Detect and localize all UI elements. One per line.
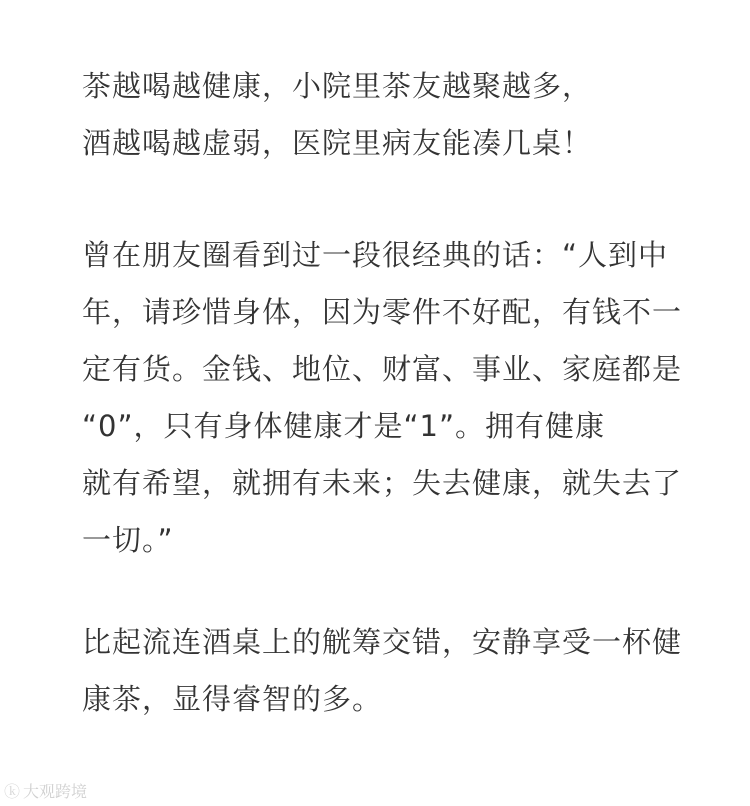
text-line: 一切。” <box>82 523 174 557</box>
text-line: 年，请珍惜身体，因为零件不好配，有钱不一 <box>82 295 683 329</box>
text-line: 曾在朋友圈看到过一段很经典的话：“人到中 <box>82 238 669 272</box>
watermark-text: 大观跨境 <box>23 782 88 801</box>
paragraph-1 <box>82 58 682 172</box>
text-line: 康茶，显得睿智的多。 <box>82 682 383 716</box>
text-line: 就有希望，就拥有未来；失去健康，就失去了 <box>82 466 683 500</box>
watermark-logo-icon: ⓚ <box>4 782 21 801</box>
text-line: 定有货。金钱、地位、财富、事业、家庭都是 <box>82 352 683 386</box>
watermark <box>4 779 87 802</box>
text-line: “0”，只有身体健康才是“1”。拥有健康 <box>82 409 605 443</box>
text-line: 茶越喝越健康，小院里茶友越聚越多， <box>82 69 593 103</box>
text-line: 比起流连酒桌上的觥筹交错，安静享受一杯健 <box>82 625 683 659</box>
paragraph-3 <box>82 614 682 728</box>
text-line: 酒越喝越虚弱，医院里病友能凑几桌！ <box>82 126 593 160</box>
paragraph-2 <box>82 227 682 569</box>
